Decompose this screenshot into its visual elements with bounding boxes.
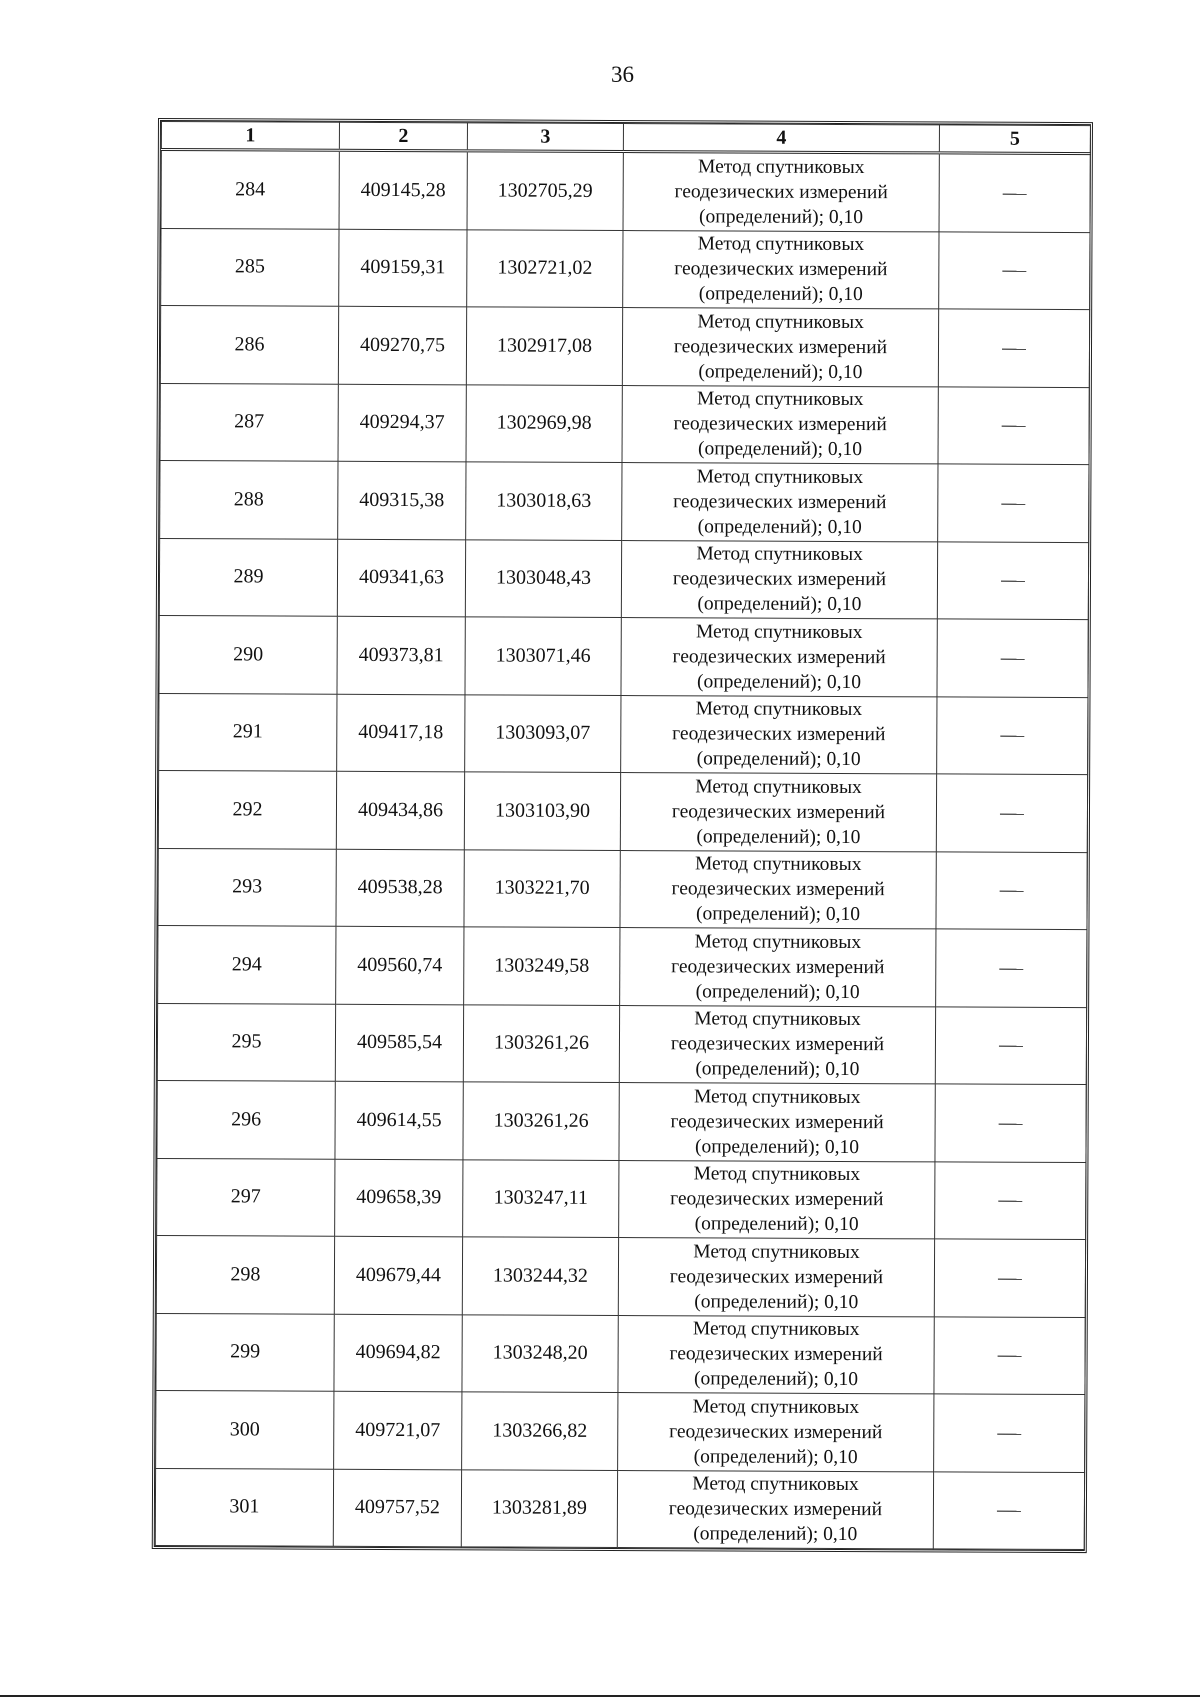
method-cell xyxy=(619,1083,935,1162)
table-row xyxy=(157,1003,1086,1085)
table-row xyxy=(156,1313,1085,1395)
em-dash-mark xyxy=(1003,193,1027,194)
em-dash-mark xyxy=(1002,426,1026,427)
em-dash-mark xyxy=(997,1433,1021,1434)
em-dash-mark xyxy=(999,1046,1023,1047)
point-number-cell: 286 xyxy=(160,306,338,384)
em-dash-mark xyxy=(1000,736,1024,737)
x-coordinate-cell: 409294,37 xyxy=(338,384,466,462)
column5-cell xyxy=(937,696,1088,774)
method-line: Метод спутниковых xyxy=(697,311,864,333)
method-cell xyxy=(620,850,936,929)
method-line: геодезических измерений xyxy=(669,1343,883,1366)
point-number-cell: 284 xyxy=(161,150,339,229)
x-coordinate-cell: 409417,18 xyxy=(337,694,465,772)
column-header-3: 3 xyxy=(467,123,623,152)
method-line: (определений); 0,10 xyxy=(695,903,861,926)
x-coordinate-cell: 409694,82 xyxy=(334,1314,462,1392)
point-number-cell: 289 xyxy=(159,538,337,616)
em-dash-mark xyxy=(1001,581,1025,582)
method-cell xyxy=(621,540,937,619)
coordinates-table xyxy=(155,121,1091,1550)
em-dash-mark xyxy=(999,1123,1023,1124)
em-dash-mark xyxy=(998,1278,1022,1279)
column5-cell xyxy=(938,386,1089,464)
column5-cell xyxy=(935,1084,1086,1162)
table-row xyxy=(158,926,1087,1008)
column5-cell xyxy=(936,774,1087,852)
method-cell xyxy=(619,1160,935,1239)
column5-cell xyxy=(935,1161,1086,1239)
column5-cell xyxy=(935,1006,1086,1084)
method-line: Метод спутниковых xyxy=(696,466,864,488)
point-number-cell: 285 xyxy=(161,228,339,306)
method-line: (определений); 0,10 xyxy=(697,516,862,538)
method-cell xyxy=(618,1238,934,1317)
column5-cell xyxy=(933,1471,1084,1549)
table-row xyxy=(159,538,1088,620)
method-line: Метод спутниковых xyxy=(694,931,862,953)
method-line: (определений); 0,10 xyxy=(693,1368,859,1391)
x-coordinate-cell: 409373,81 xyxy=(337,616,465,694)
point-number-cell: 297 xyxy=(157,1158,335,1236)
page-number: 36 xyxy=(611,62,634,87)
x-coordinate-cell: 409270,75 xyxy=(338,306,466,384)
column-header-1: 1 xyxy=(161,122,339,151)
em-dash-mark xyxy=(997,1511,1021,1512)
method-cell xyxy=(618,1315,934,1394)
table-row xyxy=(155,1468,1084,1550)
x-coordinate-cell: 409159,31 xyxy=(339,229,467,307)
x-coordinate-cell: 409538,28 xyxy=(336,849,464,927)
column5-cell xyxy=(934,1316,1085,1394)
method-cell xyxy=(623,230,939,309)
method-line: Метод спутниковых xyxy=(695,621,863,643)
method-cell xyxy=(622,463,938,542)
column5-cell xyxy=(939,153,1090,232)
method-line: Метод спутниковых xyxy=(694,853,862,876)
method-line: геодезических измерений xyxy=(671,955,885,978)
method-line: (определений); 0,10 xyxy=(694,1291,859,1313)
method-cell xyxy=(617,1470,933,1549)
method-line: Метод спутниковых xyxy=(693,1163,861,1186)
method-cell xyxy=(622,385,938,464)
method-line: Метод спутниковых xyxy=(696,388,864,411)
method-line: геодезических измерений xyxy=(674,258,888,281)
point-number-cell: 300 xyxy=(156,1391,334,1469)
table-row xyxy=(161,228,1090,310)
y-coordinate-cell: 1303266,82 xyxy=(462,1392,618,1470)
method-line: геодезических измерений xyxy=(673,413,887,436)
method-line: (определений); 0,10 xyxy=(696,826,861,848)
point-number-cell: 287 xyxy=(160,383,338,461)
table-row xyxy=(158,771,1087,853)
method-cell xyxy=(618,1393,934,1472)
method-line: геодезических измерений xyxy=(672,646,886,668)
column-header-2: 2 xyxy=(339,122,467,151)
x-coordinate-cell: 409434,86 xyxy=(336,771,464,849)
table-row xyxy=(160,383,1089,465)
column-header-4: 4 xyxy=(623,124,939,153)
em-dash-mark xyxy=(1001,658,1025,659)
y-coordinate-cell: 1303048,43 xyxy=(465,539,621,617)
method-cell xyxy=(622,308,938,387)
method-line: геодезических измерений xyxy=(672,723,886,746)
column5-cell xyxy=(934,1394,1085,1472)
method-cell xyxy=(623,152,939,232)
method-cell xyxy=(620,773,936,852)
method-line: Метод спутниковых xyxy=(695,776,862,798)
method-line: (определений); 0,10 xyxy=(696,748,861,771)
column5-cell xyxy=(937,619,1088,697)
scan-edge-line xyxy=(0,1695,1200,1697)
y-coordinate-cell: 1303093,07 xyxy=(465,694,621,772)
column5-cell xyxy=(938,464,1089,542)
method-line: геодезических измерений xyxy=(670,1188,884,1211)
x-coordinate-cell: 409679,44 xyxy=(334,1236,462,1314)
method-line: геодезических измерений xyxy=(671,878,885,901)
method-cell xyxy=(619,1005,935,1084)
table-row xyxy=(157,1081,1086,1163)
em-dash-mark xyxy=(1001,503,1025,504)
y-coordinate-cell: 1303221,70 xyxy=(464,849,620,927)
method-line: (определений); 0,10 xyxy=(694,1213,859,1236)
method-line: (определений); 0,10 xyxy=(698,361,863,383)
method-cell xyxy=(621,618,937,697)
point-number-cell: 290 xyxy=(159,616,337,694)
table-row xyxy=(160,461,1089,543)
method-line: геодезических измерений xyxy=(670,1033,885,1056)
point-number-cell: 292 xyxy=(158,771,336,849)
em-dash-mark xyxy=(998,1356,1022,1357)
em-dash-mark xyxy=(1002,271,1026,272)
method-line: геодезических измерений xyxy=(673,336,888,358)
method-cell xyxy=(621,695,937,774)
table-row xyxy=(160,306,1089,388)
method-line: геодезических измерений xyxy=(671,800,886,823)
x-coordinate-cell: 409721,07 xyxy=(334,1391,462,1469)
em-dash-mark xyxy=(1000,813,1024,814)
method-line: геодезических измерений xyxy=(673,491,887,513)
method-line: Метод спутниковых xyxy=(692,1396,860,1418)
method-line: геодезических измерений xyxy=(672,568,887,591)
method-line: (определений); 0,10 xyxy=(696,671,862,693)
em-dash-mark xyxy=(999,968,1023,969)
y-coordinate-cell: 1303248,20 xyxy=(462,1314,618,1392)
x-coordinate-cell: 409614,55 xyxy=(335,1081,463,1159)
method-line: геодезических измерений xyxy=(669,1265,884,1288)
point-number-cell: 301 xyxy=(155,1468,333,1546)
em-dash-mark xyxy=(1000,891,1024,892)
method-line: (определений); 0,10 xyxy=(698,283,863,306)
y-coordinate-cell: 1303244,32 xyxy=(462,1237,618,1315)
method-line: (определений); 0,10 xyxy=(699,206,864,228)
column5-cell xyxy=(936,851,1087,929)
method-cell xyxy=(620,928,936,1007)
y-coordinate-cell: 1303261,26 xyxy=(463,1082,619,1160)
table-row xyxy=(159,616,1088,698)
coordinates-table-frame xyxy=(152,118,1093,1553)
table-row xyxy=(157,1158,1086,1240)
point-number-cell: 294 xyxy=(158,926,336,1004)
point-number-cell: 299 xyxy=(156,1313,334,1391)
x-coordinate-cell: 409341,63 xyxy=(337,539,465,617)
column-header-5: 5 xyxy=(939,125,1090,154)
method-line: Метод спутниковых xyxy=(695,698,863,721)
column5-cell xyxy=(939,231,1090,309)
x-coordinate-cell: 409560,74 xyxy=(336,926,464,1004)
y-coordinate-cell: 1302969,98 xyxy=(466,384,622,462)
method-line: Метод спутниковых xyxy=(693,1241,860,1263)
table-row xyxy=(159,693,1088,775)
y-coordinate-cell: 1302705,29 xyxy=(467,151,623,230)
point-number-cell: 298 xyxy=(156,1236,334,1314)
method-line: (определений); 0,10 xyxy=(695,1058,860,1081)
table-body xyxy=(155,150,1090,1550)
method-line: Метод спутниковых xyxy=(697,156,865,178)
x-coordinate-cell: 409658,39 xyxy=(335,1159,463,1237)
column5-cell xyxy=(938,309,1089,387)
table-header-row xyxy=(161,122,1090,154)
em-dash-mark xyxy=(1002,348,1026,349)
x-coordinate-cell: 409757,52 xyxy=(333,1469,461,1547)
method-line: (определений); 0,10 xyxy=(697,593,862,616)
em-dash-mark xyxy=(998,1201,1022,1202)
y-coordinate-cell: 1302721,02 xyxy=(467,229,623,307)
y-coordinate-cell: 1302917,08 xyxy=(466,307,622,385)
column5-cell xyxy=(937,541,1088,619)
x-coordinate-cell: 409145,28 xyxy=(339,150,467,229)
table-row xyxy=(161,150,1090,233)
method-line: геодезических измерений xyxy=(668,1498,883,1521)
table-row xyxy=(156,1236,1085,1318)
table-row xyxy=(158,848,1087,930)
method-line: Метод спутниковых xyxy=(694,1008,861,1031)
method-line: Метод спутниковых xyxy=(693,1086,861,1108)
y-coordinate-cell: 1303281,89 xyxy=(461,1469,617,1547)
y-coordinate-cell: 1303261,26 xyxy=(463,1004,619,1082)
point-number-cell: 291 xyxy=(159,693,337,771)
y-coordinate-cell: 1303249,58 xyxy=(464,927,620,1005)
y-coordinate-cell: 1303247,11 xyxy=(463,1159,619,1237)
method-line: геодезических измерений xyxy=(669,1420,883,1443)
column5-cell xyxy=(934,1239,1085,1317)
y-coordinate-cell: 1303103,90 xyxy=(464,772,620,850)
method-line: (определений); 0,10 xyxy=(697,438,863,461)
y-coordinate-cell: 1303018,63 xyxy=(466,462,622,540)
method-line: (определений); 0,10 xyxy=(695,981,860,1003)
table-row xyxy=(156,1391,1085,1473)
point-number-cell: 296 xyxy=(157,1081,335,1159)
method-line: геодезических измерений xyxy=(670,1110,884,1133)
method-line: (определений); 0,10 xyxy=(694,1136,860,1158)
method-line: (определений); 0,10 xyxy=(693,1523,858,1546)
point-number-cell: 293 xyxy=(158,848,336,926)
method-line: Метод спутниковых xyxy=(692,1473,859,1496)
x-coordinate-cell: 409315,38 xyxy=(338,461,466,539)
method-line: Метод спутниковых xyxy=(692,1318,860,1341)
method-line: Метод спутниковых xyxy=(696,543,863,566)
method-line: геодезических измерений xyxy=(674,181,888,203)
method-line: (определений); 0,10 xyxy=(693,1446,858,1468)
method-line: Метод спутниковых xyxy=(697,233,865,256)
y-coordinate-cell: 1303071,46 xyxy=(465,617,621,695)
column5-cell xyxy=(936,929,1087,1007)
point-number-cell: 295 xyxy=(157,1003,335,1081)
point-number-cell: 288 xyxy=(160,461,338,539)
x-coordinate-cell: 409585,54 xyxy=(335,1004,463,1082)
